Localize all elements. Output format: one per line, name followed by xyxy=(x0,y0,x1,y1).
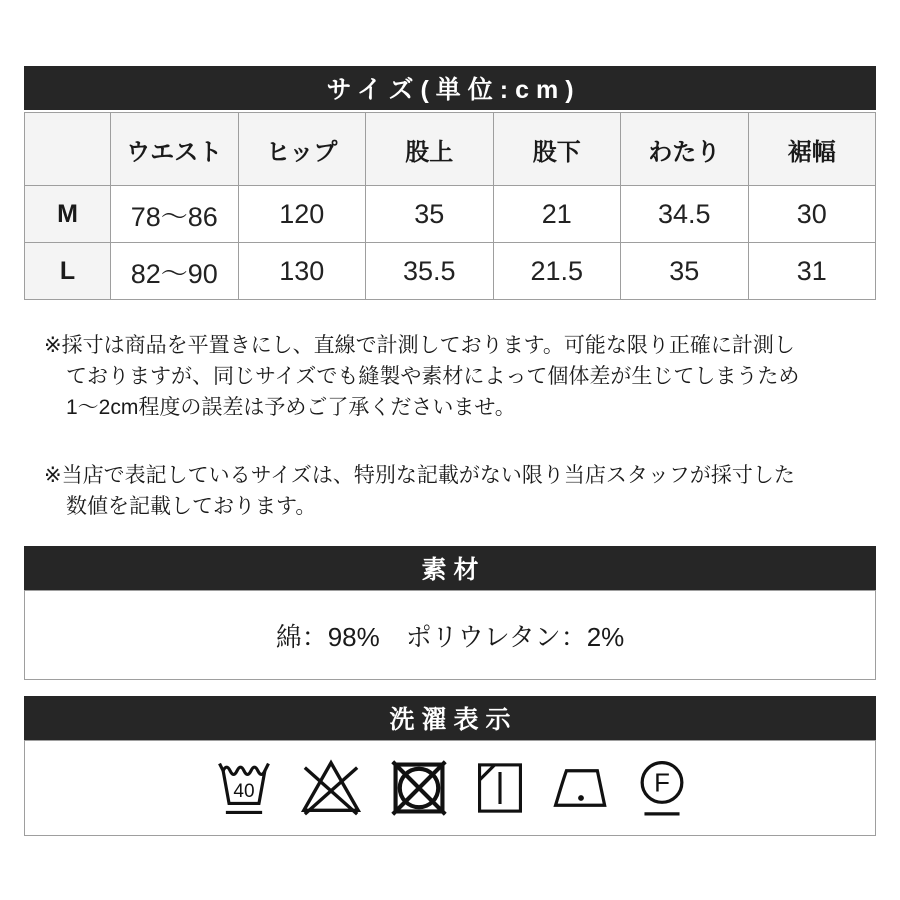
l-hem-value: 31 xyxy=(748,243,876,300)
size-table-header-row xyxy=(25,113,876,186)
iron-low-heat-icon xyxy=(551,763,611,813)
note-line: ておりますが、同じサイズでも縫製や素材によって個体差が生じてしまうため xyxy=(66,365,800,388)
care-section-title: 洗濯表示 xyxy=(389,706,518,734)
l-inseam-value: 21.5 xyxy=(493,243,621,300)
m-thigh-value: 34.5 xyxy=(621,186,749,243)
l-rise-value: 35.5 xyxy=(366,243,494,300)
column-header-rise: 股上 xyxy=(366,113,494,186)
column-header-waist: ウエスト xyxy=(111,113,239,186)
size-section-header xyxy=(24,66,876,110)
column-header-inseam: 股下 xyxy=(493,113,621,186)
table-row-size-m xyxy=(25,186,876,243)
l-hip-value: 130 xyxy=(238,243,366,300)
column-header-thigh: わたり xyxy=(621,113,749,186)
material-composition-text: 綿：98% ポリウレタン：2% xyxy=(275,621,625,652)
care-section-header xyxy=(24,696,876,740)
svg-text:40: 40 xyxy=(232,781,255,803)
size-table xyxy=(24,112,876,300)
care-symbols-box xyxy=(24,740,876,836)
measurement-note-2 xyxy=(44,460,876,522)
size-section-title: サイズ(単位:cm) xyxy=(326,76,581,104)
material-section-header xyxy=(24,546,876,590)
m-inseam-value: 21 xyxy=(493,186,621,243)
m-hem-value: 30 xyxy=(748,186,876,243)
m-hip-value: 120 xyxy=(238,186,366,243)
material-section-title: 素材 xyxy=(421,556,486,584)
note-line: 数値を記載しております。 xyxy=(66,495,317,518)
m-waist-value: 78〜86 xyxy=(111,186,239,243)
column-header-hem: 裾幅 xyxy=(748,113,876,186)
measurement-notes xyxy=(24,330,876,522)
size-table-corner-cell xyxy=(25,113,111,186)
note-line: ※当店で表記しているサイズは、特別な記載がない限り当店スタッフが採寸した xyxy=(44,464,795,487)
note-line: 1〜2cm程度の誤差は予めご了承くださいませ。 xyxy=(66,396,516,419)
l-thigh-value: 35 xyxy=(621,243,749,300)
note-line: ※採寸は商品を平置きにし、直線で計測しております。可能な限り正確に計測し xyxy=(44,334,795,357)
dry-clean-petroleum-gentle-icon xyxy=(638,756,686,820)
material-content-box xyxy=(24,590,876,680)
size-label-m: M xyxy=(25,186,111,243)
no-tumble-dry-icon xyxy=(389,757,449,819)
table-row-size-l xyxy=(25,243,876,300)
column-header-hip: ヒップ xyxy=(238,113,366,186)
no-bleach-icon xyxy=(300,758,362,818)
wash-40-gentle-icon xyxy=(215,755,273,821)
measurement-note-1 xyxy=(44,330,876,423)
size-label-l: L xyxy=(25,243,111,300)
svg-text:F: F xyxy=(653,769,670,798)
m-rise-value: 35 xyxy=(366,186,494,243)
l-waist-value: 82〜90 xyxy=(111,243,239,300)
line-dry-in-shade-icon xyxy=(476,759,524,817)
